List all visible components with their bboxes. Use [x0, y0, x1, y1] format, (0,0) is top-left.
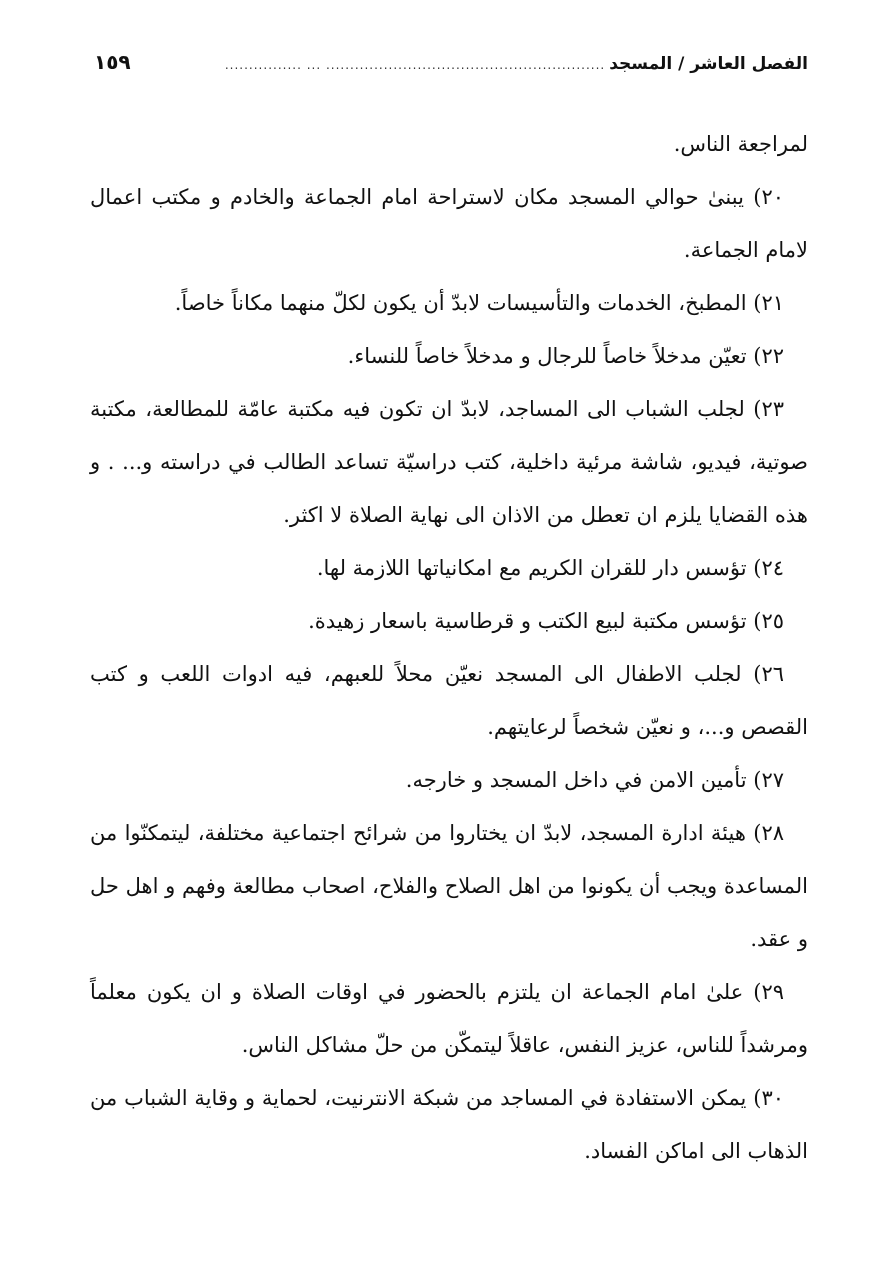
- numbered-item: ٢٠) يبنىٰ حوالي المسجد مكان لاستراحة امام الجماعة والخادم و مكتب اعمال لامام الجماعة.: [90, 185, 808, 262]
- numbered-item: ٢٥) تؤسس مكتبة لبيع الكتب و قرطاسية باسعار زهيدة.: [308, 609, 784, 633]
- numbered-item: ٢٧) تأمين الامن في داخل المسجد و خارجه.: [405, 768, 784, 792]
- header-leader-dots: ................ ... ..........................................................: [224, 58, 606, 72]
- numbered-item: ٢٦) لجلب الاطفال الى المسجد نعيّن محلاً للعبهم، فيه ادوات اللعب و كتب القصص و...، و نعيّن شخصاً لرعايتهم.: [90, 662, 808, 739]
- continuation-paragraph: لمراجعة الناس.: [673, 132, 808, 156]
- numbered-item: ٢٩) علىٰ امام الجماعة ان يلتزم بالحضور في اوقات الصلاة و ان يكون معلماً ومرشداً للناس، عزيز النفس، عاقلاً ليتمكّن من حلّ مشاكل الناس.: [90, 980, 808, 1057]
- body-text: [90, 118, 808, 1178]
- page-number: ١٥٩: [94, 50, 131, 74]
- numbered-item: ٢١) المطبخ، الخدمات والتأسيسات لابدّ أن يكون لكلّ منهما مكاناً خاصاً.: [174, 291, 784, 315]
- running-header: [94, 50, 808, 80]
- numbered-item: ٢٢) تعيّن مدخلاً خاصاً للرجال و مدخلاً خاصاً للنساء.: [347, 344, 784, 368]
- numbered-item: ٣٠) يمكن الاستفادة في المساجد من شبكة الانترنيت، لحماية و وقاية الشباب من الذهاب الى اماكن الفساد.: [90, 1086, 808, 1163]
- numbered-item: ٢٨) هيئة ادارة المسجد، لابدّ ان يختاروا من شرائح اجتماعية مختلفة، ليتمكنّوا من المساعدة ويجب أن يكونوا من اهل الصلاح والفلاح، اصحاب مطالعة وفهم و اهل حل و عقد.: [90, 821, 808, 951]
- numbered-item: ٢٣) لجلب الشباب الى المساجد، لابدّ ان تكون فيه مكتبة عامّة للمطالعة، مكتبة صوتية، فيديو، شاشة مرئية داخلية، كتب دراسيّة تساعد الطالب في دراسته و... . و هذه القضايا يلزم ان تعطل من الاذان الى نهاية الصلاة لا اكثر.: [90, 397, 808, 527]
- numbered-item: ٢٤) تؤسس دار للقران الكريم مع امكانياتها اللازمة لها.: [316, 556, 784, 580]
- chapter-title: الفصل العاشر / المسجد: [609, 54, 808, 74]
